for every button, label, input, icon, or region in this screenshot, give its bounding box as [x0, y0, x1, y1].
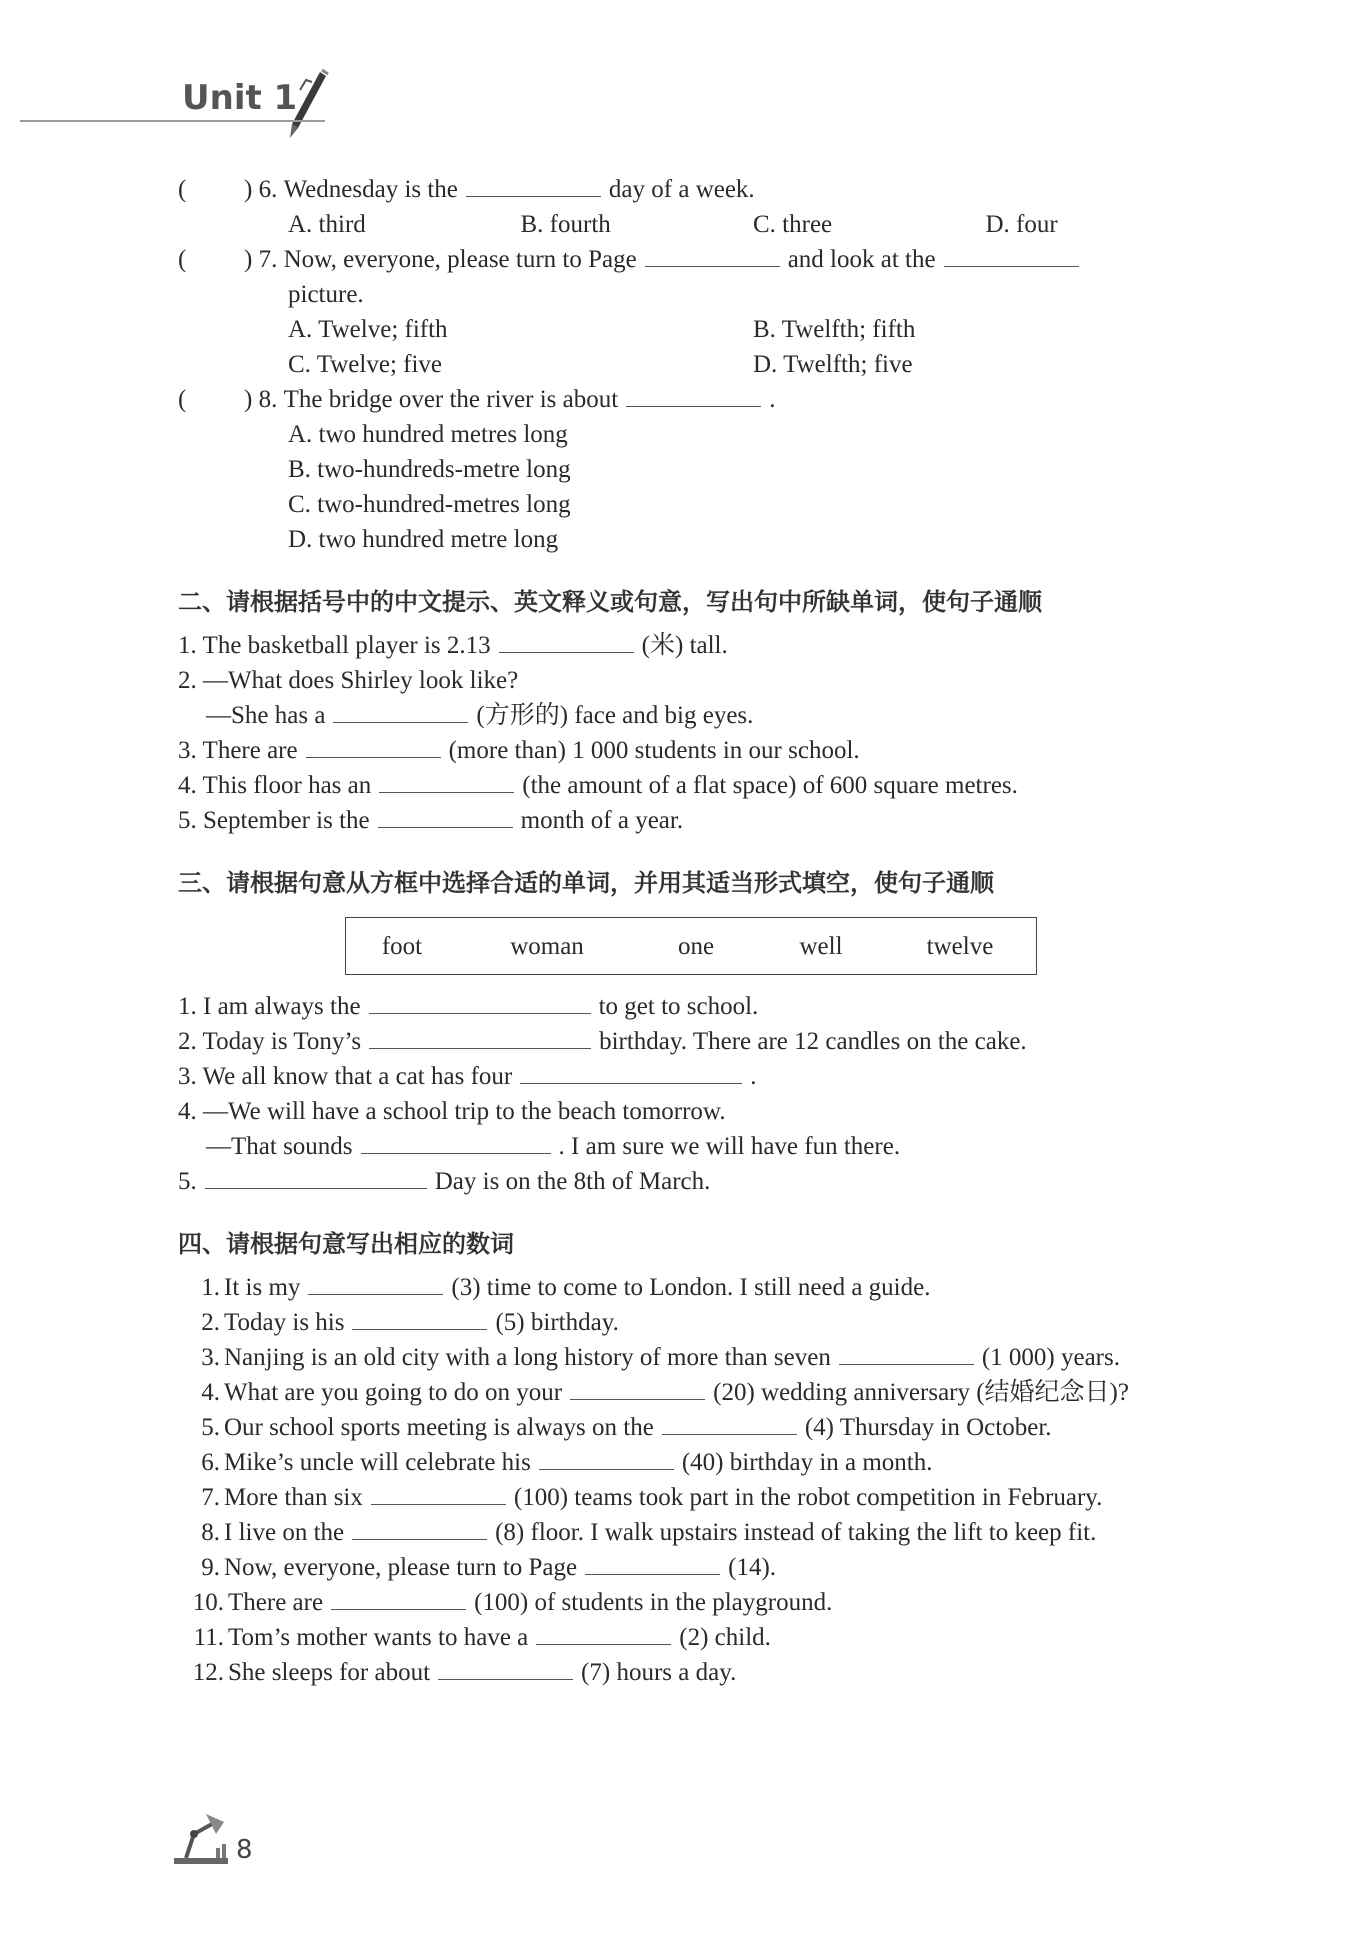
- item-text: 4. This floor has an: [178, 772, 372, 799]
- numeral-item: [178, 1445, 1218, 1480]
- fill-item: [178, 989, 1218, 1024]
- answer-blank[interactable]: [333, 698, 468, 723]
- item-text: 2. Today is Tony’s: [178, 1028, 362, 1055]
- item-text: 5.: [178, 1168, 197, 1195]
- item-text: Nanjing is an old city with a long history of more than seven: [224, 1344, 831, 1371]
- item-text: (米) tall.: [641, 632, 728, 659]
- item-text: What are you going to do on your: [224, 1379, 563, 1406]
- item-number: 2.: [201, 1309, 220, 1336]
- word-option: twelve: [926, 932, 994, 960]
- item-text: 1. The basketball player is 2.13: [178, 632, 491, 659]
- fill-item: [178, 803, 1218, 838]
- answer-blank[interactable]: [499, 628, 634, 653]
- answer-paren: (: [178, 386, 187, 413]
- option: A. third: [288, 211, 366, 238]
- fill-item: [178, 1129, 1218, 1164]
- answer-blank[interactable]: [466, 172, 601, 197]
- answer-blank[interactable]: [361, 1129, 551, 1154]
- options-row: [178, 312, 1218, 347]
- question-text: The bridge over the river is about: [283, 386, 619, 413]
- item-text: (4) Thursday in October.: [804, 1414, 1052, 1441]
- item-text: Today is his: [224, 1309, 345, 1336]
- option: A. Twelve; fifth: [288, 316, 448, 343]
- item-text: (5) birthday.: [495, 1309, 619, 1336]
- section-4-title: 四、请根据句意写出相应的数词: [178, 1230, 514, 1258]
- item-number: 6.: [201, 1449, 220, 1476]
- answer-blank[interactable]: [205, 1164, 427, 1189]
- answer-blank[interactable]: [570, 1375, 705, 1400]
- item-text: —She has a: [206, 702, 326, 729]
- answer-blank[interactable]: [308, 1270, 443, 1295]
- answer-blank[interactable]: [369, 1024, 591, 1049]
- numeral-item: [178, 1655, 1218, 1690]
- item-number: 12.: [192, 1659, 224, 1686]
- question-text: Now, everyone, please turn to Page: [283, 246, 637, 273]
- item-text: 1. I am always the: [178, 993, 361, 1020]
- numeral-item: [178, 1480, 1218, 1515]
- item-text: She sleeps for about: [228, 1659, 431, 1686]
- item-number: 3.: [201, 1344, 220, 1371]
- section-2-title: 二、请根据括号中的中文提示、英文释义或句意，写出句中所缺单词，使句子通顺: [178, 588, 1042, 616]
- item-text: I live on the: [224, 1519, 345, 1546]
- item-text: Tom’s mother wants to have a: [228, 1624, 529, 1651]
- item-text: 2. —What does Shirley look like?: [178, 667, 519, 694]
- fill-item: [178, 628, 1218, 663]
- item-text: (20) wedding anniversary (结婚纪念日)?: [713, 1379, 1129, 1406]
- item-text: (3) time to come to London. I still need a guide.: [451, 1274, 931, 1301]
- item-text: Now, everyone, please turn to Page: [224, 1554, 578, 1581]
- fill-item: [178, 698, 1218, 733]
- numeral-item: [178, 1305, 1218, 1340]
- item-text: Day is on the 8th of March.: [434, 1168, 711, 1195]
- numeral-item: [178, 1550, 1218, 1585]
- mc-question-6: [178, 172, 1218, 207]
- answer-blank[interactable]: [438, 1655, 573, 1680]
- question-text: .: [769, 386, 776, 413]
- numeral-list: [178, 1270, 1218, 1690]
- fill-item: [178, 663, 1218, 698]
- answer-blank[interactable]: [306, 733, 441, 758]
- answer-blank[interactable]: [645, 242, 780, 267]
- item-number: 7.: [201, 1484, 220, 1511]
- fill-item: [178, 733, 1218, 768]
- section-3-title: 三、请根据句意从方框中选择合适的单词，并用其适当形式填空，使句子通顺: [178, 869, 994, 897]
- item-text: There are: [228, 1589, 324, 1616]
- answer-blank[interactable]: [662, 1410, 797, 1435]
- answer-paren: (: [178, 176, 187, 203]
- mc-question-8: [178, 382, 1218, 417]
- desk-lamp-icon: [172, 1808, 230, 1866]
- option: B. Twelfth; fifth: [753, 316, 916, 343]
- page-number: 8: [236, 1835, 253, 1865]
- answer-blank[interactable]: [585, 1550, 720, 1575]
- word-option: foot: [381, 932, 423, 960]
- numeral-item: [178, 1270, 1218, 1305]
- answer-blank[interactable]: [352, 1305, 487, 1330]
- item-text: Our school sports meeting is always on the: [224, 1414, 654, 1441]
- item-number: 10.: [192, 1589, 224, 1616]
- item-text: (the amount of a flat space) of 600 square metres.: [522, 772, 1018, 799]
- word-option: one: [677, 932, 715, 960]
- option: C. two-hundred-metres long: [288, 491, 571, 518]
- numeral-item: [178, 1515, 1218, 1550]
- item-text: (2) child.: [679, 1624, 771, 1651]
- item-text: to get to school.: [598, 993, 759, 1020]
- item-number: 9.: [201, 1554, 220, 1581]
- option: C. Twelve; five: [288, 351, 443, 378]
- item-text: (more than) 1 000 students in our school.: [448, 737, 860, 764]
- option: A. two hundred metres long: [288, 421, 568, 448]
- numeral-item: [178, 1375, 1218, 1410]
- answer-blank[interactable]: [369, 989, 591, 1014]
- item-number: 1.: [201, 1274, 220, 1301]
- item-text: birthday. There are 12 candles on the cake.: [599, 1028, 1027, 1055]
- numeral-item: [178, 1410, 1218, 1445]
- fill-item: [178, 768, 1218, 803]
- item-text: More than six: [224, 1484, 363, 1511]
- word-option: woman: [510, 932, 584, 960]
- item-text: 5. September is the: [178, 807, 370, 834]
- item-number: 4.: [201, 1379, 220, 1406]
- option: D. two hundred metre long: [288, 526, 559, 553]
- question-text: day of a week.: [608, 176, 755, 203]
- numeral-item: [178, 1340, 1218, 1375]
- item-text: (100) teams took part in the robot competition in February.: [513, 1484, 1103, 1511]
- item-text: 4. —We will have a school trip to the beach tomorrow.: [178, 1098, 726, 1125]
- fill-item: [178, 1164, 1218, 1199]
- item-text: .: [750, 1063, 757, 1090]
- option: C. three: [753, 211, 833, 238]
- item-number: 11.: [193, 1624, 224, 1651]
- item-text: It is my: [224, 1274, 301, 1301]
- item-text: (1 000) years.: [981, 1344, 1120, 1371]
- numeral-item: [178, 1620, 1218, 1655]
- item-number: 5.: [201, 1414, 220, 1441]
- item-text: month of a year.: [520, 807, 684, 834]
- question-number: ) 8.: [244, 386, 278, 413]
- answer-blank[interactable]: [520, 1059, 742, 1084]
- answer-blank[interactable]: [352, 1515, 487, 1540]
- item-text: 3. We all know that a cat has four: [178, 1063, 513, 1090]
- item-number: 8.: [201, 1519, 220, 1546]
- answer-blank[interactable]: [626, 382, 761, 407]
- options-row: [178, 207, 1218, 242]
- answer-blank[interactable]: [536, 1620, 671, 1645]
- word-option: well: [799, 932, 843, 960]
- option: D. four: [985, 211, 1058, 238]
- header-rule: [20, 120, 325, 122]
- answer-blank[interactable]: [331, 1585, 466, 1610]
- option: B. fourth: [520, 211, 611, 238]
- item-text: (8) floor. I walk upstairs instead of taking the lift to keep fit.: [495, 1519, 1097, 1546]
- answer-blank[interactable]: [379, 768, 514, 793]
- question-text: picture.: [288, 281, 364, 308]
- pen-icon: [282, 68, 332, 140]
- numeral-item: [178, 1585, 1218, 1620]
- option: D. Twelfth; five: [753, 351, 913, 378]
- item-text: Mike’s uncle will celebrate his: [224, 1449, 531, 1476]
- item-text: (方形的) face and big eyes.: [476, 702, 754, 729]
- options-row: [178, 347, 1218, 382]
- fill-item: [178, 1059, 1218, 1094]
- unit-title: Unit 1: [182, 78, 298, 118]
- item-text: (100) of students in the playground.: [474, 1589, 833, 1616]
- item-text: —That sounds: [206, 1133, 353, 1160]
- item-text: . I am sure we will have fun there.: [558, 1133, 901, 1160]
- mc-question-7: [178, 242, 1218, 277]
- fill-item: [178, 1094, 1218, 1129]
- worksheet-content: [178, 172, 1218, 1690]
- question-text: and look at the: [787, 246, 936, 273]
- item-text: (7) hours a day.: [581, 1659, 737, 1686]
- answer-blank[interactable]: [539, 1445, 674, 1470]
- fill-item: [178, 1024, 1218, 1059]
- answer-blank[interactable]: [944, 242, 1079, 267]
- answer-blank[interactable]: [371, 1480, 506, 1505]
- item-text: (40) birthday in a month.: [681, 1449, 933, 1476]
- item-text: 3. There are: [178, 737, 298, 764]
- answer-blank[interactable]: [839, 1340, 974, 1365]
- answer-blank[interactable]: [378, 803, 513, 828]
- word-box: [345, 917, 1037, 975]
- item-text: (14).: [728, 1554, 777, 1581]
- question-text: Wednesday is the: [283, 176, 458, 203]
- answer-paren: (: [178, 246, 187, 273]
- question-number: ) 7.: [244, 246, 278, 273]
- question-number: ) 6.: [244, 176, 278, 203]
- option: B. two-hundreds-metre long: [288, 456, 571, 483]
